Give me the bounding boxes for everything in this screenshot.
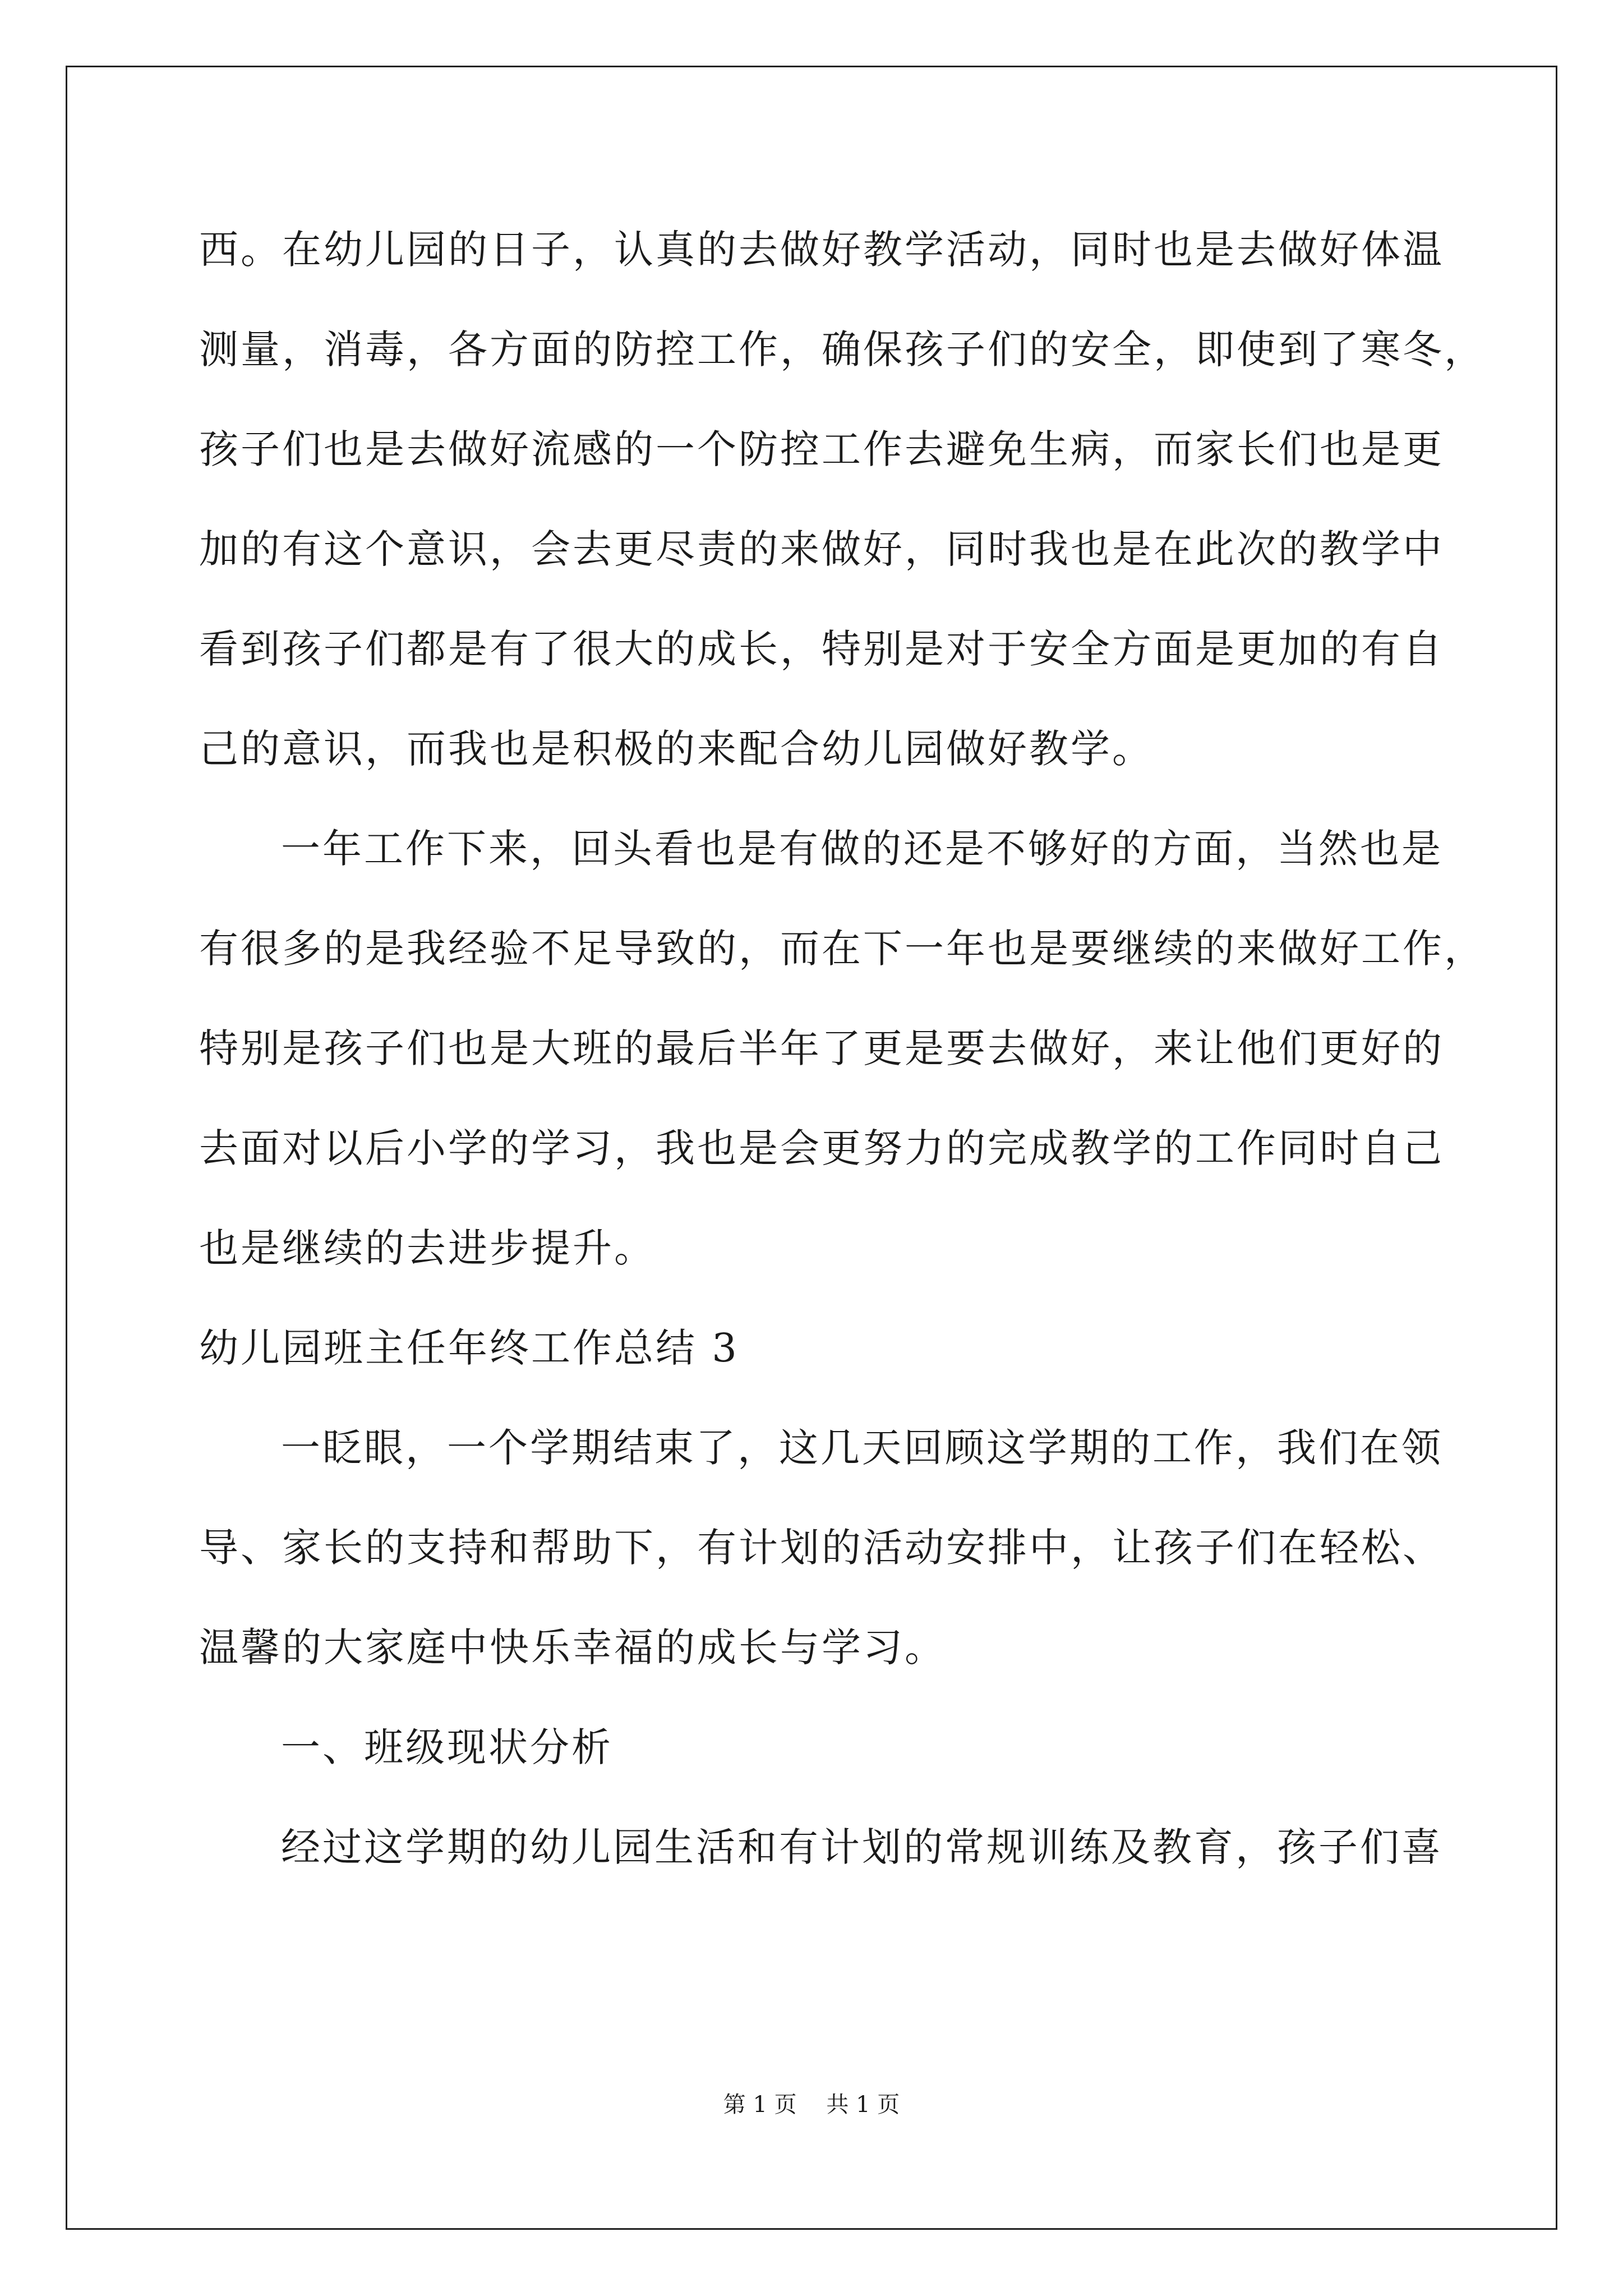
text-line: 西。在幼儿园的日子，认真的去做好教学活动，同时也是去做好体温: [199, 227, 1444, 273]
section-heading: 幼儿园班主任年终工作总结 3: [199, 1325, 739, 1371]
text-line: 加的有这个意识，会去更尽责的来做好，同时我也是在此次的教学中: [199, 526, 1444, 572]
subsection-heading: 一、班级现状分析: [281, 1724, 613, 1770]
text-line: 孩子们也是去做好流感的一个防控工作去避免生病，而家长们也是更: [199, 426, 1444, 472]
paragraph-start-line: 一年工作下来，回头看也是有做的还是不够好的方面，当然也是: [281, 826, 1443, 872]
text-line: 看到孩子们都是有了很大的成长，特别是对于安全方面是更加的有自: [199, 626, 1444, 672]
page-total: 共 1 页: [826, 2092, 900, 2118]
text-line: 己的意识，而我也是积极的来配合幼儿园做好教学。: [199, 726, 1154, 772]
text-line: 也是继续的去进步提升。: [199, 1225, 656, 1271]
text-line: 有很多的是我经验不足导致的，而在下一年也是要继续的来做好工作，: [199, 926, 1486, 972]
text-line: 导、家长的支持和帮助下，有计划的活动安排中，让孩子们在轻松、: [199, 1525, 1444, 1571]
paragraph-start-line: 一眨眼，一个学期结束了，这几天回顾这学期的工作，我们在领: [281, 1425, 1443, 1471]
document-body: [199, 208, 1486, 1905]
text-line: 测量，消毒，各方面的防控工作，确保孩子们的安全，即使到了寒冬，: [199, 326, 1486, 372]
paragraph-start-line: 经过这学期的幼儿园生活和有计划的常规训练及教育，孩子们喜: [281, 1824, 1443, 1870]
text-line: 去面对以后小学的学习，我也是会更努力的完成教学的工作同时自己: [199, 1125, 1444, 1171]
text-line: 温馨的大家庭中快乐幸福的成长与学习。: [199, 1625, 946, 1671]
text-line: 特别是孩子们也是大班的最后半年了更是要去做好，来让他们更好的: [199, 1025, 1444, 1071]
page-footer: [0, 2088, 1623, 2122]
page-number: 第 1 页: [723, 2092, 797, 2118]
